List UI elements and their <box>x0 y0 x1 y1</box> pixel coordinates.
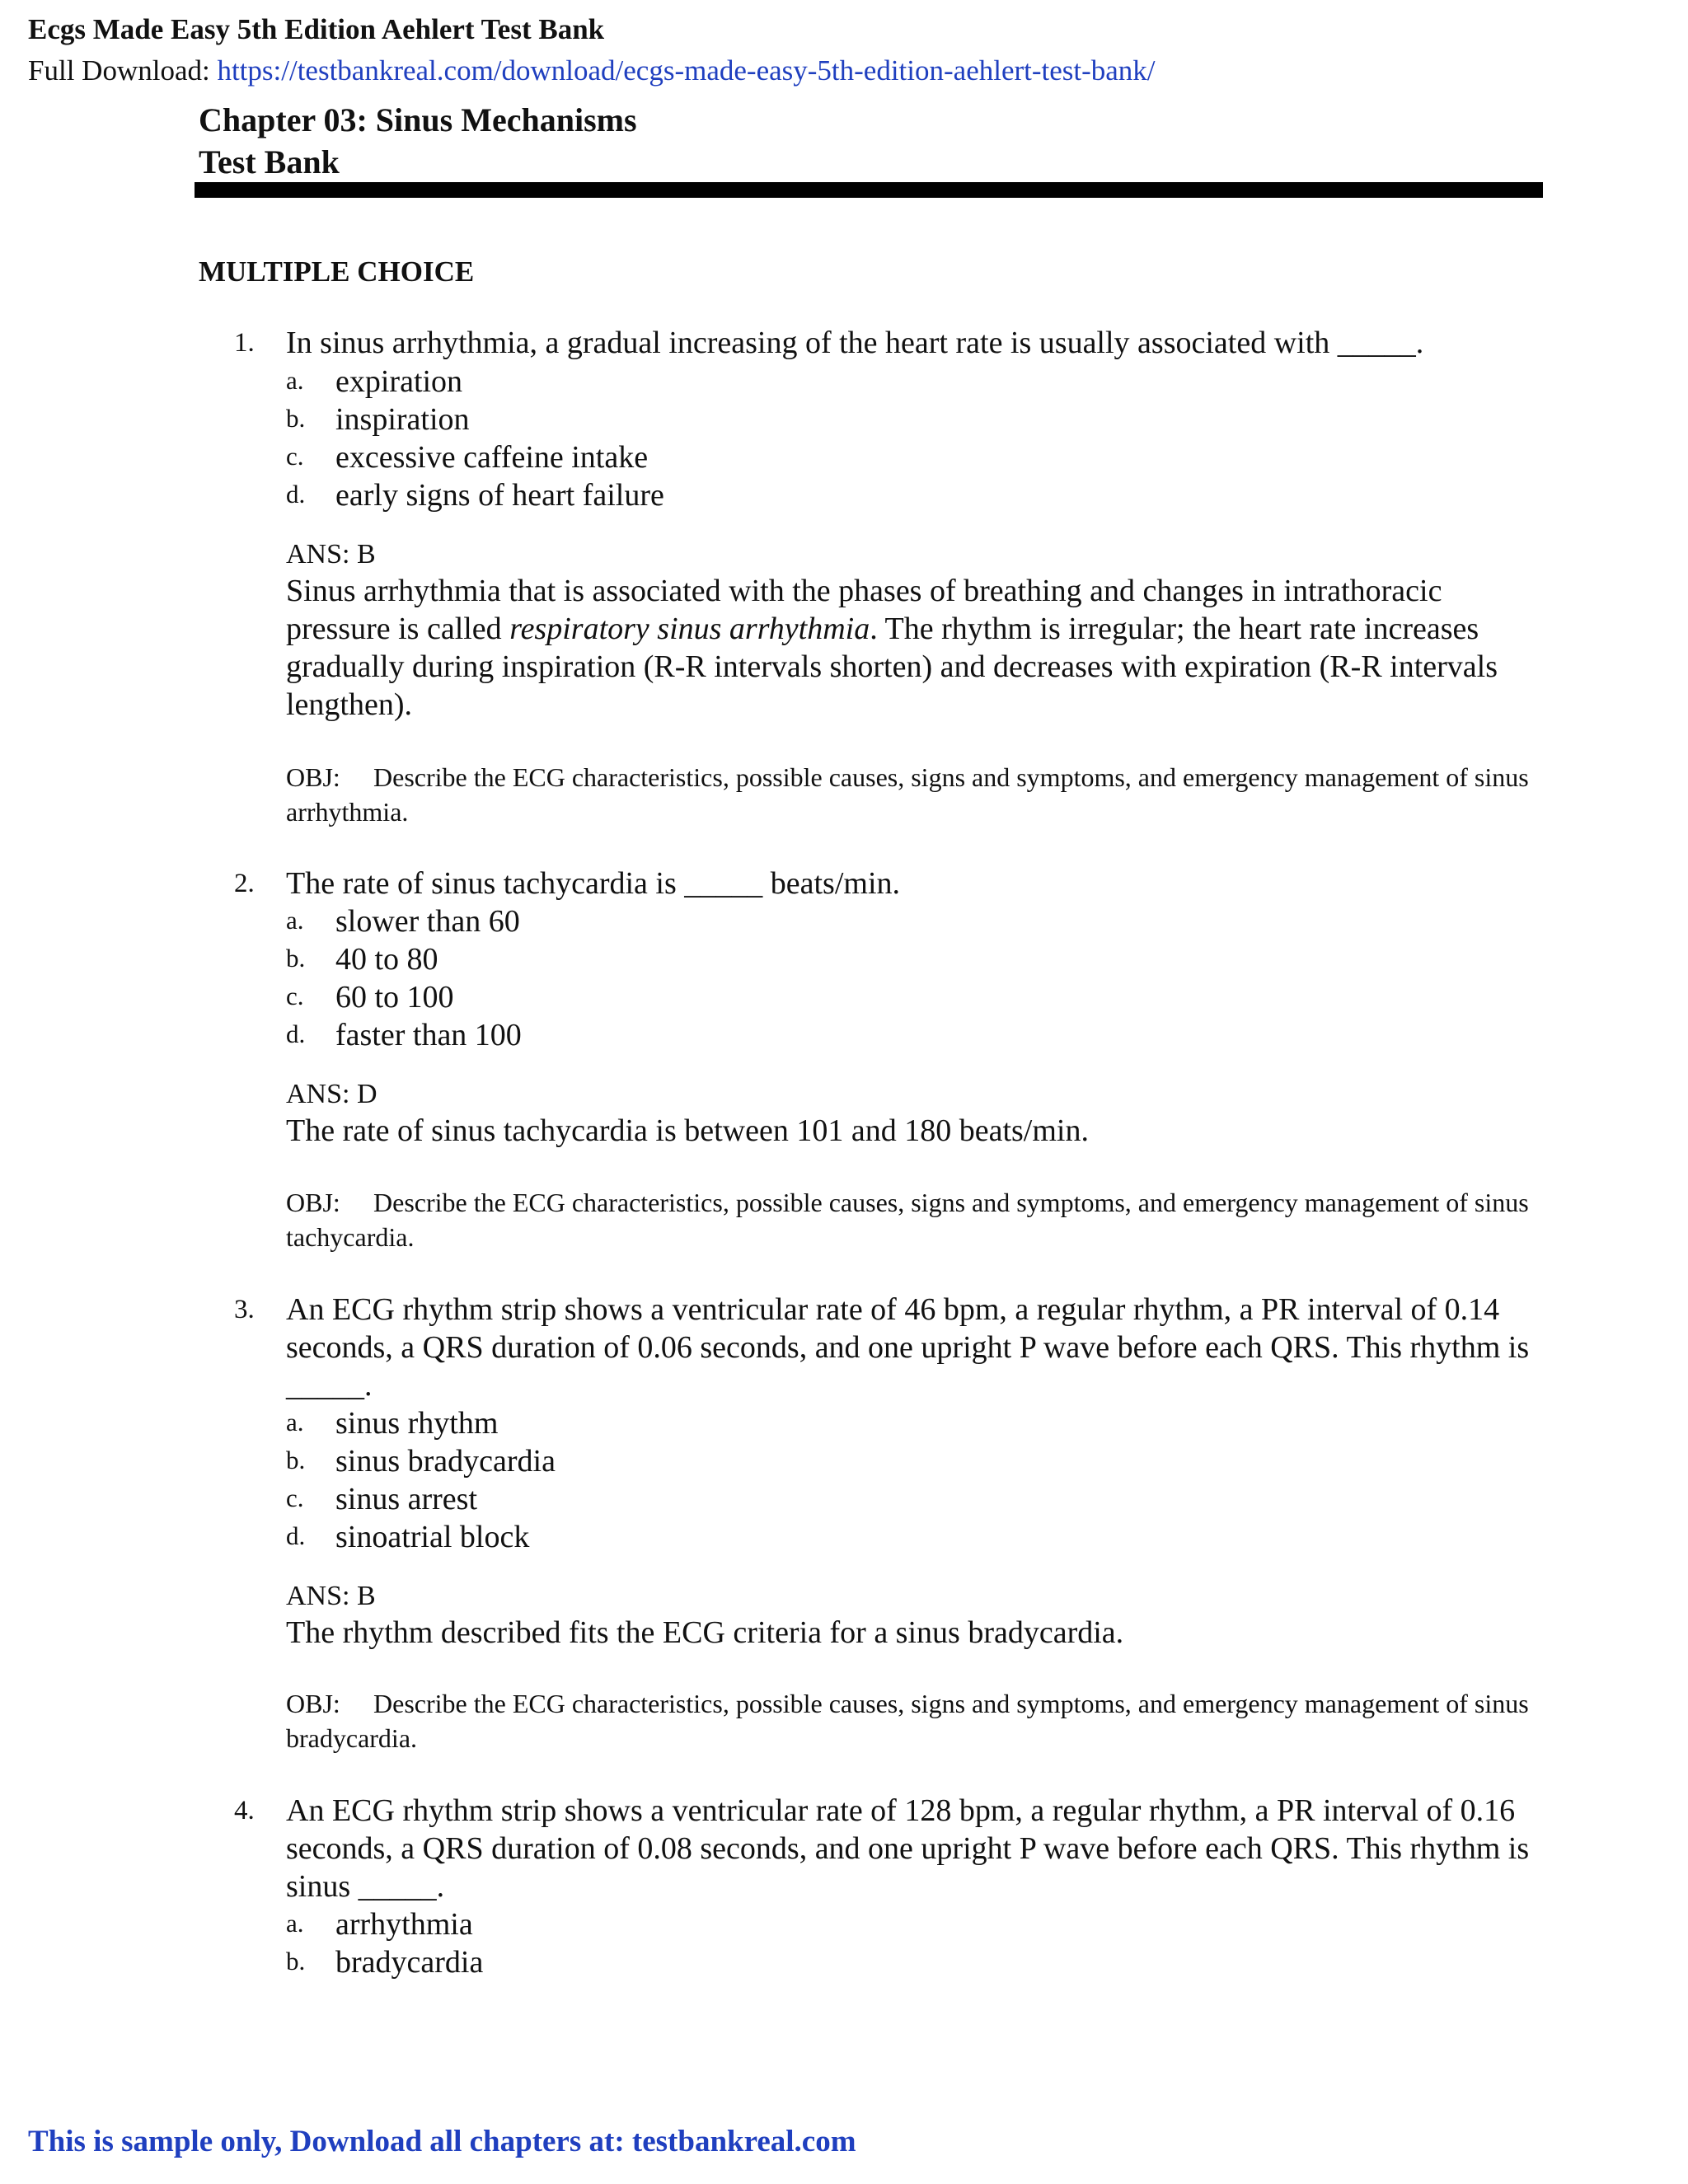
option-text: inspiration <box>335 402 470 437</box>
option-text: sinoatrial block <box>335 1520 530 1554</box>
explanation-text: . The rhythm is irregular; the heart rate increases gradually during inspiration (R-R intervals shorten) and decreases with expiration (R-R intervals lengthen). <box>286 612 1498 722</box>
option-letter: a. <box>286 1408 304 1436</box>
option-letter: c. <box>286 982 304 1010</box>
option-letter: d. <box>286 1019 306 1048</box>
objective <box>286 760 1539 829</box>
option-letter: b. <box>286 944 306 972</box>
chapter-title: Chapter 03: Sinus Mechanisms <box>199 101 637 138</box>
question-number: 1. <box>234 328 255 358</box>
download-line <box>28 54 1156 87</box>
option-letter: b. <box>286 1446 306 1474</box>
option-d <box>286 1518 1440 1556</box>
chapter-heading <box>199 99 637 183</box>
option-a <box>286 902 1440 940</box>
option-text: slower than 60 <box>335 904 520 939</box>
option-c <box>286 978 1440 1016</box>
option-letter: c. <box>286 442 304 471</box>
option-text: arrhythmia <box>335 1907 473 1942</box>
option-d <box>286 1016 1440 1054</box>
option-letter: a. <box>286 1909 304 1938</box>
option-text: 40 to 80 <box>335 942 438 977</box>
question-number: 3. <box>234 1295 255 1324</box>
option-text: 60 to 100 <box>335 980 454 1015</box>
option-c <box>286 438 1440 476</box>
option-letter: b. <box>286 404 306 433</box>
option-b <box>286 1943 1440 1981</box>
option-letter: b. <box>286 1947 306 1975</box>
download-link[interactable]: https://testbankreal.com/download/ecgs-made-easy-5th-edition-aehlert-test-bank/ <box>217 54 1156 87</box>
option-c <box>286 1480 1440 1518</box>
objective-label: OBJ: <box>286 1689 340 1718</box>
option-letter: a. <box>286 906 304 935</box>
option-a <box>286 1905 1440 1943</box>
answer: ANS: B <box>286 539 376 569</box>
question-stem: The rate of sinus tachycardia is _____ beats/min. <box>286 866 901 901</box>
heading-rule <box>195 182 1543 198</box>
download-label: Full Download: <box>28 54 210 87</box>
chapter-subtitle: Test Bank <box>199 143 340 180</box>
option-b <box>286 1442 1440 1480</box>
explanation-text: Sinus arrhythmia that is associated with the phases of breathing and changes in intrathoracic pressure is called <box>286 574 1442 646</box>
option-text: bradycardia <box>335 1945 484 1980</box>
option-letter: d. <box>286 1521 306 1550</box>
footer-download-notice[interactable]: This is sample only, Download all chapters at: testbankreal.com <box>28 2125 856 2158</box>
objective-label: OBJ: <box>286 1188 340 1217</box>
option-text: excessive caffeine intake <box>335 440 649 475</box>
question-stem: An ECG rhythm strip shows a ventricular rate of 128 bpm, a regular rhythm, a PR interval of 0.16 seconds, a QRS duration of 0.08 seconds, and one upright P wave before each QRS. This rhythm is sinus _____. <box>286 1793 1530 1904</box>
document-title: Ecgs Made Easy 5th Edition Aehlert Test Bank <box>28 13 605 45</box>
explanation: The rate of sinus tachycardia is between 101 and 180 beats/min. <box>286 1113 1089 1148</box>
objective-text: Describe the ECG characteristics, possible causes, signs and symptoms, and emergency management of sinus arrhythmia. <box>286 762 1529 827</box>
option-letter: a. <box>286 366 304 395</box>
explanation: The rhythm described fits the ECG criteria for a sinus bradycardia. <box>286 1615 1124 1650</box>
option-text: expiration <box>335 364 463 399</box>
question-number: 2. <box>234 869 255 898</box>
option-a <box>286 1404 1440 1442</box>
answer: ANS: D <box>286 1079 377 1109</box>
objective <box>286 1686 1539 1755</box>
option-text: sinus bradycardia <box>335 1444 556 1479</box>
option-text: faster than 100 <box>335 1018 522 1052</box>
option-letter: d. <box>286 480 306 509</box>
answer: ANS: B <box>286 1581 376 1611</box>
question-number: 4. <box>234 1796 255 1825</box>
option-text: sinus rhythm <box>335 1406 499 1441</box>
option-b <box>286 940 1440 978</box>
question-stem: In sinus arrhythmia, a gradual increasing of the heart rate is usually associated with _____. <box>286 326 1424 360</box>
option-a <box>286 363 1440 401</box>
objective-label: OBJ: <box>286 762 340 792</box>
explanation-term: respiratory sinus arrhythmia <box>509 612 870 646</box>
explanation <box>286 572 1539 724</box>
option-b <box>286 401 1440 438</box>
option-text: early signs of heart failure <box>335 478 664 513</box>
objective <box>286 1185 1539 1254</box>
objective-text: Describe the ECG characteristics, possible causes, signs and symptoms, and emergency management of sinus bradycardia. <box>286 1689 1529 1753</box>
option-letter: c. <box>286 1483 304 1512</box>
question-stem: An ECG rhythm strip shows a ventricular rate of 46 bpm, a regular rhythm, a PR interval of 0.14 seconds, a QRS duration of 0.06 seconds, and one upright P wave before each QRS. This rhythm is _____. <box>286 1292 1530 1403</box>
objective-text: Describe the ECG characteristics, possible causes, signs and symptoms, and emergency management of sinus tachycardia. <box>286 1188 1529 1252</box>
section-heading: MULTIPLE CHOICE <box>199 255 475 288</box>
option-d <box>286 476 1440 514</box>
option-text: sinus arrest <box>335 1482 478 1516</box>
